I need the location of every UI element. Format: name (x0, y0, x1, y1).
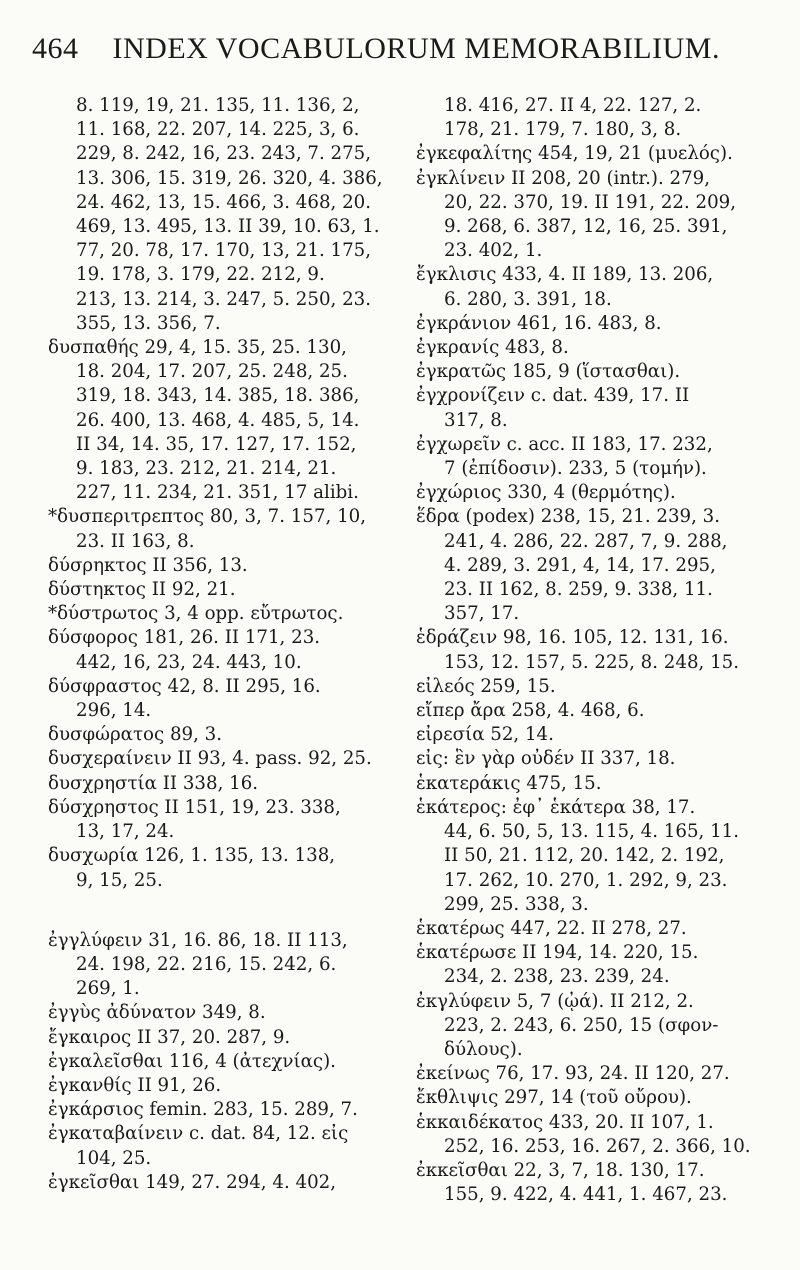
index-entry-line: ἑκάτερος: ἐφ᾽ ἑκάτερα 38, 17. (416, 796, 696, 818)
right-index-column (416, 94, 772, 1207)
index-entry-line: ἐγκλίνειν II 208, 20 (intr.). 279, (416, 167, 711, 189)
index-continuation-line: 213, 13. 214, 3. 247, 5. 250, 23. (76, 288, 372, 310)
index-entry-line: δύσχρηστος II 151, 19, 23. 338, (48, 796, 341, 818)
index-continuation-line: 23. II 163, 8. (76, 530, 195, 552)
index-continuation-line: 13, 17, 24. (76, 821, 175, 843)
index-entry-line: δυσπαθής 29, 4, 15. 35, 25. 130, (48, 337, 347, 359)
index-entry-line: ἐγχωρεῖν c. acc. II 183, 17. 232, (416, 433, 713, 455)
index-entry-line: ἑκκαιδέκατος 433, 20. II 107, 1. (416, 1111, 714, 1133)
left-index-column (48, 94, 383, 1195)
index-entry-line: ἔγκλισις 433, 4. II 189, 13. 206, (416, 264, 714, 286)
index-continuation-line: 18. 416, 27. II 4, 22. 127, 2. (444, 95, 702, 116)
index-entry-line: ἐκκεῖσθαι 22, 3, 7, 18. 130, 17. (416, 1159, 705, 1181)
index-continuation-line: 24. 462, 13, 15. 466, 3. 468, 20. (76, 191, 372, 213)
index-continuation-line: 319, 18. 343, 14. 385, 18. 386, (76, 385, 360, 407)
index-continuation-line: 153, 12. 157, 5. 225, 8. 248, 15. (444, 651, 740, 673)
index-entry-line: ἔκθλιψις 297, 14 (τοῦ οὔρου). (416, 1087, 692, 1109)
index-continuation-line: 6. 280, 3. 391, 18. (444, 288, 612, 310)
index-continuation-line: 104, 25. (76, 1147, 152, 1169)
index-entry-line: δύστηκτος II 92, 21. (48, 579, 236, 601)
index-entry-line: δυσχεραίνειν II 93, 4. pass. 92, 25. (48, 748, 372, 770)
page-header (32, 32, 772, 66)
index-continuation-line: 24. 198, 22. 216, 15. 242, 6. (76, 953, 337, 975)
index-entry-line: ἕδρα (podex) 238, 15, 21. 239, 3. (416, 506, 721, 528)
index-entry-line: ἐγκάρσιος femin. 283, 15. 289, 7. (48, 1099, 358, 1121)
index-continuation-line: 44, 6. 50, 5, 13. 115, 4. 165, 11. (444, 821, 739, 843)
page-title: INDEX VOCABULORUM MEMORABILIUM. (112, 32, 720, 65)
index-continuation-line: 26. 400, 13. 468, 4. 485, 5, 14. (76, 409, 360, 431)
index-continuation-line: 442, 16, 23, 24. 443, 10. (76, 651, 302, 673)
index-entry-line: ἐγκεῖσθαι 149, 27. 294, 4. 402, (48, 1171, 336, 1193)
index-continuation-line: 252, 16. 253, 16. 267, 2. 366, 10. (444, 1135, 751, 1157)
index-continuation-line: 234, 2. 238, 23. 239, 24. (444, 966, 670, 988)
index-entry-line: ἐγκράνιον 461, 16. 483, 8. (416, 312, 662, 334)
index-entry-line: ἐγκανθίς II 91, 26. (48, 1074, 222, 1096)
index-entry-line: ἐγγλύφειν 31, 16. 86, 18. II 113, (48, 929, 348, 951)
index-entry-line: ἐγκεφαλίτης 454, 19, 21 (μυελός). (416, 143, 733, 165)
index-entry-line: *δύστρωτος 3, 4 opp. εὔτρωτος. (48, 603, 344, 625)
index-entry-line: δύσφορος 181, 26. II 171, 23. (48, 627, 321, 649)
index-entry-line: ἑκατεράκις 475, 15. (416, 772, 602, 794)
index-entry-line: ἑκατέρως 447, 22. II 278, 27. (416, 917, 687, 939)
index-entry-line: δύσφραστος 42, 8. II 295, 16. (48, 675, 321, 697)
index-continuation-line: 296, 14. (76, 700, 152, 722)
index-continuation-line: 18. 204, 17. 207, 25. 248, 25. (76, 361, 348, 383)
index-entry-line: ἑκατέρωσε II 194, 14. 220, 15. (416, 942, 699, 964)
index-continuation-line: 13. 306, 15. 319, 26. 320, 4. 386, (76, 167, 383, 189)
index-entry-line: εἰλεός 259, 15. (416, 675, 556, 697)
index-entry-line: ἐγκαταβαίνειν c. dat. 84, 12. εἰς (48, 1123, 349, 1145)
index-continuation-line: 20, 22. 370, 19. II 191, 22. 209, (444, 191, 737, 213)
index-entry-line: ἑδράζειν 98, 16. 105, 12. 131, 16. (416, 627, 729, 649)
index-continuation-line: 227, 11. 234, 21. 351, 17 alibi. (76, 482, 359, 504)
index-continuation-line: 8. 119, 19, 21. 135, 11. 136, 2, (76, 95, 360, 116)
index-entry-line: δύσρηκτος II 356, 13. (48, 554, 248, 576)
index-continuation-line: δύλους). (444, 1038, 523, 1060)
index-entry-line: *δυσπεριτρεπτος 80, 3, 7. 157, 10, (48, 506, 366, 528)
index-continuation-line: 357, 17. (444, 603, 520, 625)
index-continuation-line: 155, 9. 422, 4. 441, 1. 467, 23. (444, 1184, 728, 1206)
index-continuation-line: 9. 183, 23. 212, 21. 214, 21. (76, 458, 337, 480)
index-entry-line: ἐγχρονίζειν c. dat. 439, 17. II (416, 385, 690, 407)
index-continuation-line: II 50, 21. 112, 20. 142, 2. 192, (444, 845, 725, 867)
index-entry-line: ἐγχώριος 330, 4 (θερμότης). (416, 482, 676, 504)
index-entry-line: ἔγκαιρος II 37, 20. 287, 9. (48, 1026, 291, 1048)
index-continuation-line: 7 (ἐπίδοσιν). 233, 5 (τομήν). (444, 458, 707, 480)
index-continuation-line: 178, 21. 179, 7. 180, 3, 8. (444, 119, 682, 141)
index-continuation-line: 23. 402, 1. (444, 240, 543, 262)
index-continuation-line: 23. II 162, 8. 259, 9. 338, 11. (444, 579, 713, 601)
index-continuation-line: 11. 168, 22. 207, 14. 225, 3, 6. (76, 119, 360, 141)
index-continuation-line: 77, 20. 78, 17. 170, 13, 21. 175, (76, 240, 372, 262)
index-entry-line: εἰρεσία 52, 14. (416, 724, 554, 746)
index-continuation-line: 355, 13. 356, 7. (76, 312, 221, 334)
index-continuation-line: 19. 178, 3. 179, 22. 212, 9. (76, 264, 325, 286)
index-entry-line: ἐγγὺς ἀδύνατον 349, 8. (48, 1002, 266, 1024)
index-continuation-line: 17. 262, 10. 270, 1. 292, 9, 23. (444, 869, 728, 891)
index-entry-line: ἐγκρανίς 483, 8. (416, 337, 569, 359)
index-continuation-line: 223, 2. 243, 6. 250, 15 (σφον- (444, 1014, 719, 1036)
index-continuation-line: 469, 13. 495, 13. II 39, 10. 63, 1. (76, 216, 380, 238)
index-continuation-line: 9. 268, 6. 387, 12, 16, 25. 391, (444, 216, 728, 238)
index-entry-line: ἐκείνως 76, 17. 93, 24. II 120, 27. (416, 1063, 730, 1085)
index-entry-line: δυσφώρατος 89, 3. (48, 724, 222, 746)
index-continuation-line: 299, 25. 338, 3. (444, 893, 589, 915)
index-entry-line: δυσχρηστία II 338, 16. (48, 772, 259, 794)
index-entry-line: ἐγκαλεῖσθαι 116, 4 (ἀτεχνίας). (48, 1050, 336, 1072)
index-continuation-line: 241, 4. 286, 22. 287, 7, 9. 288, (444, 530, 728, 552)
index-entry-line: ἐκγλύφειν 5, 7 (ᾠά). II 212, 2. (416, 990, 694, 1012)
index-entry-line: δυσχωρία 126, 1. 135, 13. 138, (48, 845, 336, 867)
index-continuation-line: 4. 289, 3. 291, 4, 14, 17. 295, (444, 554, 716, 576)
index-continuation-line: II 34, 14. 35, 17. 127, 17. 152, (76, 433, 357, 455)
index-continuation-line: 229, 8. 242, 16, 23. 243, 7. 275, (76, 143, 372, 165)
index-continuation-line: 269, 1. (76, 978, 140, 1000)
index-entry-line: ἐγκρατῶς 185, 9 (ἵστασθαι). (416, 361, 681, 383)
page-number: 464 (32, 32, 79, 65)
index-entry-line: εἰς: ἓν γὰρ οὐδέν II 337, 18. (416, 748, 676, 770)
index-continuation-line: 317, 8. (444, 409, 508, 431)
index-entry-line: εἴπερ ἄρα 258, 4. 468, 6. (416, 700, 645, 722)
index-continuation-line: 9, 15, 25. (76, 869, 163, 891)
